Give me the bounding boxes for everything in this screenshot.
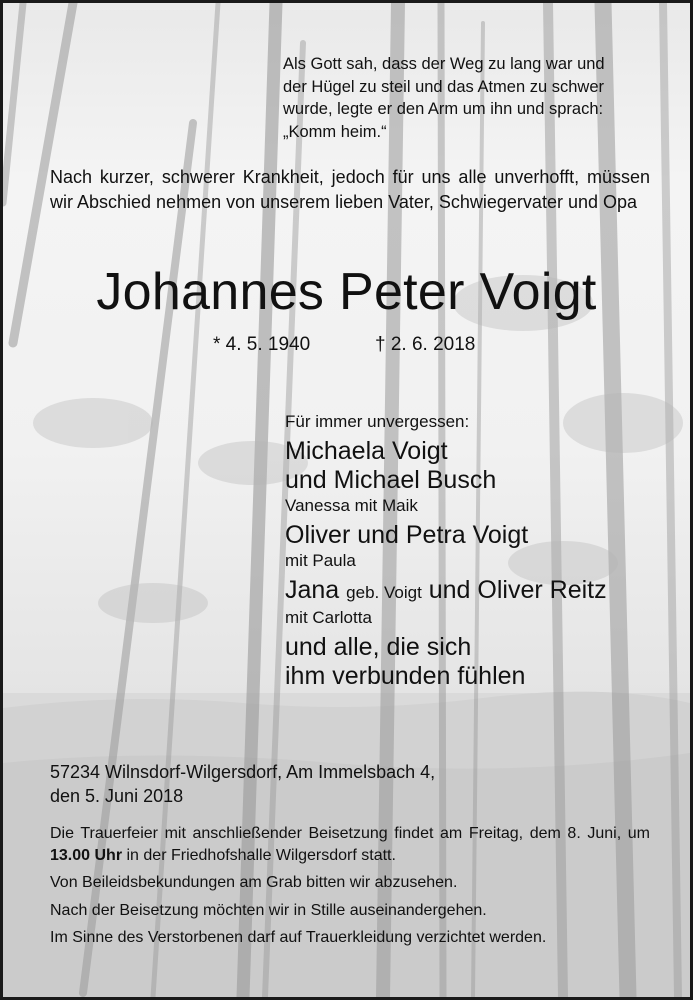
death-date: † 2. 6. 2018 — [375, 334, 476, 355]
family-member: und Michael Busch — [285, 466, 497, 494]
poem-line: „Komm heim.“ — [283, 122, 387, 141]
funeral-info — [50, 823, 650, 949]
poem-line: der Hügel zu steil und das Atmen zu schwer — [283, 77, 605, 96]
date-line: den 5. Juni 2018 — [50, 786, 184, 806]
clothing-note: Im Sinne des Verstorbenen darf auf Trauerkleidung verzichtet werden. — [50, 929, 547, 946]
funeral-time: 13.00 Uhr — [50, 846, 123, 864]
family-member: Oliver und Petra Voigt — [285, 521, 529, 549]
family-member: Michaela Voigt — [285, 437, 448, 465]
family-closing: ihm verbunden fühlen — [285, 662, 526, 690]
birth-date: * 4. 5. 1940 — [213, 334, 311, 355]
family-list — [285, 411, 675, 691]
family-sub: mit Paula — [285, 551, 356, 570]
intro-text: Nach kurzer, schwerer Krankheit, jedoch für uns alle unverhofft, müssen wir Abschied nehmen von unserem lieben Vater, Schwiegervater und Opa — [50, 167, 650, 212]
poem-line: Als Gott sah, dass der Weg zu lang war und — [283, 55, 605, 73]
family-sub: mit Carlotta — [285, 608, 372, 627]
deceased-name: Johannes Peter Voigt — [96, 263, 597, 321]
poem-line: wurde, legte er den Arm um ihn und sprach: — [283, 100, 604, 118]
funeral-notice: Die Trauerfeier mit anschließender Beisetzung findet am Freitag, dem 8. Juni, um 13.00 Uhr in der Friedhofshalle Wilgersdorf statt. — [50, 825, 650, 864]
family-maiden-name: geb. Voigt — [346, 583, 422, 602]
family-name-part: Jana — [285, 576, 340, 604]
poem — [283, 53, 653, 143]
family-heading: Für immer unvergessen: — [285, 412, 470, 431]
condolence-note: Von Beileidsbekundungen am Grab bitten wir abzusehen. — [50, 874, 458, 891]
family-closing: und alle, die sich — [285, 633, 472, 661]
address-line: 57234 Wilnsdorf-Wilgersdorf, Am Immelsbach 4, — [50, 762, 436, 782]
family-name-part: und Oliver Reitz — [428, 576, 607, 604]
family-member — [285, 576, 675, 607]
family-sub: Vanessa mit Maik — [285, 496, 418, 515]
address — [50, 760, 435, 808]
silence-note: Nach der Beisetzung möchten wir in Stille auseinandergehen. — [50, 901, 487, 919]
